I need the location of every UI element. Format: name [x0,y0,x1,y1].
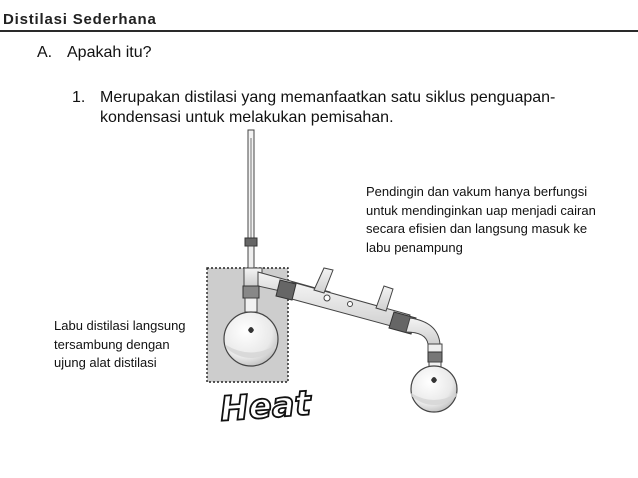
receiving-adapter [406,318,442,352]
thermometer [245,130,257,268]
receiving-flask [411,352,457,412]
slide-title: Distilasi Sederhana [3,11,157,28]
condenser [276,268,416,334]
list-item-text: Merupakan distilasi yang memanfaatkan satu siklus penguapan-kondensasi untuk melakukan pemisahan. [100,89,556,126]
section-letter: A. [37,44,53,61]
condenser-note: Pendingin dan vakum hanya berfungsi untuk mendinginkan uap menjadi cairan secara efisien dan langsung masuk ke labu penampung [366,184,596,255]
flask-note: Labu distilasi langsung tersambung dengan ujung alat distilasi [54,318,186,370]
list-item-number: 1. [72,89,86,106]
heat-label: Heat [218,383,313,430]
section-title: Apakah itu? [67,44,152,61]
